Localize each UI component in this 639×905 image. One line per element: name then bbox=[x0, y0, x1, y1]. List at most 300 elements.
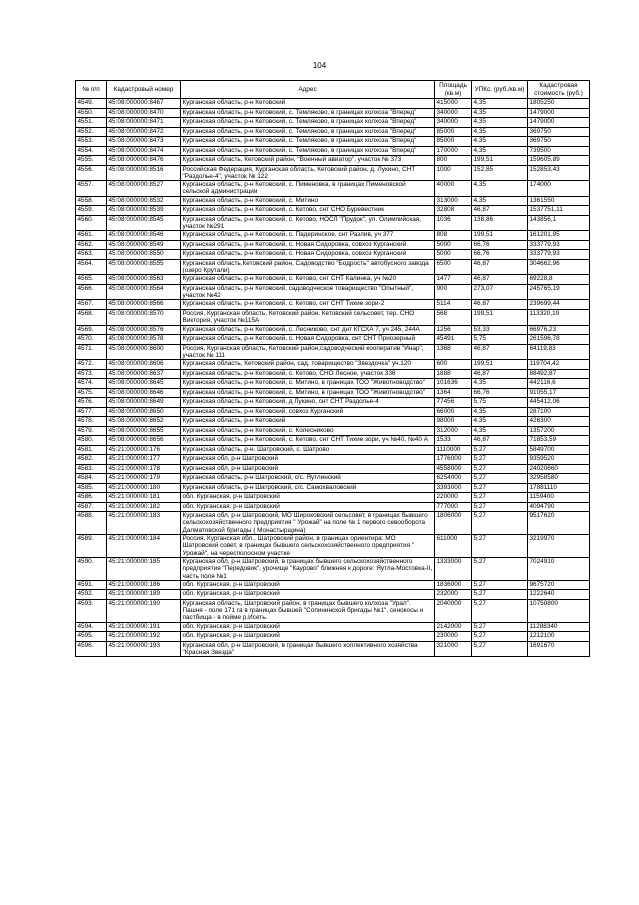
table-row bbox=[76, 535, 590, 558]
cell-cadastral-cost: 1222640 bbox=[528, 590, 590, 600]
cell-row-num: 4572. bbox=[76, 360, 107, 370]
cell-upks: 5,27 bbox=[472, 455, 528, 465]
cell-row-num: 4585. bbox=[76, 483, 107, 493]
header-num: № п/п bbox=[76, 81, 107, 99]
cell-cadastral-number: 45:21:000000:193 bbox=[107, 641, 181, 657]
header-address: Адрес bbox=[181, 81, 435, 99]
cell-address: Курганская область, р-н Шатровский, с/с. Яутлинский bbox=[181, 474, 435, 484]
cell-row-num: 4571. bbox=[76, 344, 107, 360]
cell-cadastral-number: 45:08:000000:8546 bbox=[107, 231, 181, 241]
cell-row-num: 4584. bbox=[76, 474, 107, 484]
cell-cadastral-cost: 88492,87 bbox=[528, 369, 590, 379]
cell-area: 1256 bbox=[435, 325, 472, 335]
cell-address: Курганская область, р-н. Шатровский, с. Шатрово bbox=[181, 445, 435, 455]
cell-cadastral-cost: 333779,93 bbox=[528, 250, 590, 260]
cell-address: Курганская область, р-н Кетовский, с. Колесниково bbox=[181, 426, 435, 436]
cell-upks: 5,27 bbox=[472, 493, 528, 503]
cell-cadastral-cost: 9359520 bbox=[528, 455, 590, 465]
cell-address: Курганская область, р-н Кетовский, с. Кетово, НОСЛ "Прудок", ул. Олимпийская, участок №291 bbox=[181, 215, 435, 231]
cell-row-num: 4551. bbox=[76, 118, 107, 128]
cell-cadastral-cost: 442116,6 bbox=[528, 379, 590, 389]
table-row bbox=[76, 474, 590, 484]
cell-upks: 46,87 bbox=[472, 259, 528, 275]
cell-cadastral-cost: 1479000 bbox=[528, 108, 590, 118]
cell-cadastral-number: 45:08:000000:8606 bbox=[107, 360, 181, 370]
cell-upks: 199,51 bbox=[472, 156, 528, 166]
cell-cadastral-cost: 4094790 bbox=[528, 502, 590, 512]
cell-cadastral-number: 45:21:000000:190 bbox=[107, 599, 181, 622]
cell-upks: 138,86 bbox=[472, 215, 528, 231]
cell-area: 170000 bbox=[435, 146, 472, 156]
cell-cadastral-cost: 1357200 bbox=[528, 426, 590, 436]
cell-address: Курганская область, р-н Кетовский, садоводческое товарищество "Опытный", участок №42 bbox=[181, 284, 435, 300]
cell-address: Курганская область, р-н Кетовский bbox=[181, 417, 435, 427]
cell-upks: 4,35 bbox=[472, 108, 528, 118]
cell-cadastral-number: 45:21:000000:177 bbox=[107, 455, 181, 465]
cell-cadastral-number: 45:08:000000:8555 bbox=[107, 259, 181, 275]
cell-area: 611000 bbox=[435, 535, 472, 558]
cell-cadastral-cost: 9517620 bbox=[528, 512, 590, 535]
cell-address: Курганская область, р-н Кетовский, с. Пименовка, в границах Пименовской сельской администрации bbox=[181, 181, 435, 197]
cell-cadastral-cost: 369750 bbox=[528, 127, 590, 137]
table-row bbox=[76, 557, 590, 580]
cell-upks: 5,27 bbox=[472, 445, 528, 455]
cell-row-num: 4569. bbox=[76, 325, 107, 335]
cell-cadastral-number: 45:21:000000:178 bbox=[107, 464, 181, 474]
cell-cadastral-number: 45:08:000000:8637 bbox=[107, 369, 181, 379]
cell-area: 340000 bbox=[435, 118, 472, 128]
cell-row-num: 4586. bbox=[76, 493, 107, 503]
cell-cadastral-number: 45:08:000000:8564 bbox=[107, 284, 181, 300]
cell-cadastral-number: 45:08:000000:8476 bbox=[107, 156, 181, 166]
cell-upks: 4,35 bbox=[472, 417, 528, 427]
cell-cadastral-number: 45:21:000000:183 bbox=[107, 512, 181, 535]
cell-cadastral-number: 45:21:000000:184 bbox=[107, 535, 181, 558]
cell-upks: 5,27 bbox=[472, 580, 528, 590]
table-row bbox=[76, 275, 590, 285]
cell-area: 800 bbox=[435, 156, 472, 166]
cell-upks: 5,27 bbox=[472, 483, 528, 493]
cell-cadastral-number: 45:08:000000:8545 bbox=[107, 215, 181, 231]
table-row bbox=[76, 379, 590, 389]
table-row bbox=[76, 284, 590, 300]
table-row bbox=[76, 369, 590, 379]
cell-upks: 5,27 bbox=[472, 535, 528, 558]
cell-upks: 199,51 bbox=[472, 360, 528, 370]
cell-row-num: 4593. bbox=[76, 599, 107, 622]
table-row bbox=[76, 344, 590, 360]
cell-cadastral-number: 45:21:000000:176 bbox=[107, 445, 181, 455]
cell-cadastral-cost: 64119,83 bbox=[528, 344, 590, 360]
table-row bbox=[76, 196, 590, 206]
table-row bbox=[76, 417, 590, 427]
cell-row-num: 4561. bbox=[76, 231, 107, 241]
cell-address: Курганская область, Шатровский район, в границах бывшего колхоза "Урал". Пашня - поле 171 га в границах бывшей "Сопининской бригады №1", сенокосы и пастбища - в пойме р.Исеть. bbox=[181, 599, 435, 622]
cell-address: Курганская область, р-н Кетовский, с. Новая Сидоровка, снт СНТ Приозерный bbox=[181, 335, 435, 345]
cell-cadastral-cost: 152853,43 bbox=[528, 165, 590, 181]
cell-row-num: 4564. bbox=[76, 259, 107, 275]
cell-address: Россия, Курганская область, Кетовский район, Кетовский сельсовет, тер. СНО Виктория, участок №115А bbox=[181, 309, 435, 325]
cell-cadastral-number: 45:21:000000:186 bbox=[107, 580, 181, 590]
cell-upks: 66,76 bbox=[472, 388, 528, 398]
table-row bbox=[76, 99, 590, 109]
cell-row-num: 4595. bbox=[76, 632, 107, 642]
table-row bbox=[76, 146, 590, 156]
cell-cadastral-cost: 69228,8 bbox=[528, 275, 590, 285]
cell-area: 1364 bbox=[435, 388, 472, 398]
cell-row-num: 4566. bbox=[76, 284, 107, 300]
cell-cadastral-number: 45:21:000000:182 bbox=[107, 502, 181, 512]
cell-address: Курганская обл, р-н Шатровский bbox=[181, 455, 435, 465]
cell-address: Россия, Курганская область, Кетовский район,садоводческий кооператив "Инар", участок № 111 bbox=[181, 344, 435, 360]
cell-cadastral-number: 45:08:000000:8566 bbox=[107, 300, 181, 310]
table-row bbox=[76, 137, 590, 147]
cell-row-num: 4579. bbox=[76, 426, 107, 436]
cell-address: обл. Курганская, р-н Шатровский bbox=[181, 493, 435, 503]
cell-cadastral-cost: 10750800 bbox=[528, 599, 590, 622]
cell-area: 600 bbox=[435, 360, 472, 370]
cell-area: 40000 bbox=[435, 181, 472, 197]
header-cadastral: Кадастровый номер bbox=[107, 81, 181, 99]
cell-cadastral-cost: 1361550 bbox=[528, 196, 590, 206]
cell-upks: 53,33 bbox=[472, 325, 528, 335]
table-row bbox=[76, 231, 590, 241]
cell-row-num: 4553. bbox=[76, 137, 107, 147]
cell-row-num: 4554. bbox=[76, 146, 107, 156]
cell-cadastral-number: 45:21:000000:181 bbox=[107, 493, 181, 503]
table-row bbox=[76, 325, 590, 335]
cell-address: Курганская область, р-н Кетовский, с. Митино bbox=[181, 196, 435, 206]
cell-cadastral-cost: 159605,89 bbox=[528, 156, 590, 166]
cell-row-num: 4588. bbox=[76, 512, 107, 535]
cell-cadastral-number: 45:08:000000:8600 bbox=[107, 344, 181, 360]
cell-cadastral-number: 45:08:000000:8474 bbox=[107, 146, 181, 156]
cell-upks: 4,35 bbox=[472, 137, 528, 147]
cell-cadastral-number: 45:08:000000:8570 bbox=[107, 309, 181, 325]
table-row bbox=[76, 512, 590, 535]
cell-upks: 46,87 bbox=[472, 344, 528, 360]
cell-area: 1888 bbox=[435, 369, 472, 379]
cell-upks: 5,27 bbox=[472, 557, 528, 580]
cell-cadastral-number: 45:08:000000:8655 bbox=[107, 426, 181, 436]
cell-cadastral-number: 45:08:000000:8471 bbox=[107, 118, 181, 128]
cell-cadastral-cost: 119704,42 bbox=[528, 360, 590, 370]
table-row bbox=[76, 580, 590, 590]
cell-cadastral-cost: 239699,44 bbox=[528, 300, 590, 310]
cell-cadastral-number: 45:08:000000:8467 bbox=[107, 99, 181, 109]
cell-cadastral-cost: 91055,17 bbox=[528, 388, 590, 398]
cell-upks: 4,35 bbox=[472, 127, 528, 137]
cell-upks: 5,27 bbox=[472, 474, 528, 484]
cell-cadastral-number: 45:21:000000:191 bbox=[107, 622, 181, 632]
header-cost: Кадастровая стоимость (руб.) bbox=[528, 81, 590, 99]
cell-cadastral-cost: 1691670 bbox=[528, 641, 590, 657]
table-row bbox=[76, 641, 590, 657]
table-row bbox=[76, 445, 590, 455]
cell-row-num: 4577. bbox=[76, 407, 107, 417]
cell-address: Российская Федерация, Курганская область, Кетовский район, д. Лукино, СНТ "Раздолье-4", участок № 122 bbox=[181, 165, 435, 181]
cell-cadastral-cost: 143856,1 bbox=[528, 215, 590, 231]
cell-cadastral-cost: 24020660 bbox=[528, 464, 590, 474]
table-row bbox=[76, 108, 590, 118]
cell-address: Курганская область, р-н Кетовский, с. Темляково, в границах колхоза "Вперед" bbox=[181, 137, 435, 147]
cell-row-num: 4581. bbox=[76, 445, 107, 455]
cell-address: Курганская обл, р-н Шатровский, в границах бывшего коллективного хозяйства "Красная Звезда" bbox=[181, 641, 435, 657]
cell-cadastral-number: 45:08:000000:8470 bbox=[107, 108, 181, 118]
cell-area: 66000 bbox=[435, 407, 472, 417]
cell-upks: 4,35 bbox=[472, 146, 528, 156]
cell-address: Курганская область,Кетовский район, Садоводство "Бодрость" автобусного завода (озеро Крутали) bbox=[181, 259, 435, 275]
cell-cadastral-cost: 261596,78 bbox=[528, 335, 590, 345]
cell-address: Курганская область, р-н Кетовский, с. Кетово, снт СНТ Калинка, уч №20 bbox=[181, 275, 435, 285]
cell-area: 1477 bbox=[435, 275, 472, 285]
cell-upks: 4,35 bbox=[472, 407, 528, 417]
cell-upks: 46,87 bbox=[472, 436, 528, 446]
cell-area: 232000 bbox=[435, 590, 472, 600]
cell-upks: 199,51 bbox=[472, 231, 528, 241]
cell-row-num: 4596. bbox=[76, 641, 107, 657]
cell-cadastral-number: 45:08:000000:8650 bbox=[107, 407, 181, 417]
cell-address: Курганская область, р-н Кетовский, с. Темляково, в границах колхоза "Вперед" bbox=[181, 108, 435, 118]
cell-cadastral-cost: 5849700 bbox=[528, 445, 590, 455]
cell-upks: 46,87 bbox=[472, 275, 528, 285]
cell-row-num: 4568. bbox=[76, 309, 107, 325]
table-row bbox=[76, 335, 590, 345]
table-row bbox=[76, 181, 590, 197]
header-row bbox=[76, 81, 590, 99]
cell-cadastral-cost: 445412,06 bbox=[528, 398, 590, 408]
cell-cadastral-cost: 245765,19 bbox=[528, 284, 590, 300]
cell-cadastral-number: 45:08:000000:8472 bbox=[107, 127, 181, 137]
table-row bbox=[76, 493, 590, 503]
cell-area: 313000 bbox=[435, 196, 472, 206]
cell-cadastral-number: 45:21:000000:189 bbox=[107, 590, 181, 600]
cell-cadastral-cost: 1212100 bbox=[528, 632, 590, 642]
cell-row-num: 4565. bbox=[76, 275, 107, 285]
table-row bbox=[76, 599, 590, 622]
cell-cadastral-number: 45:21:000000:185 bbox=[107, 557, 181, 580]
table-row bbox=[76, 127, 590, 137]
cell-area: 220000 bbox=[435, 493, 472, 503]
cell-upks: 66,76 bbox=[472, 250, 528, 260]
cell-cadastral-number: 45:21:000000:192 bbox=[107, 632, 181, 642]
table-row bbox=[76, 259, 590, 275]
cell-row-num: 4582. bbox=[76, 455, 107, 465]
page-number: 104 bbox=[312, 61, 327, 70]
cell-cadastral-number: 45:08:000000:8646 bbox=[107, 388, 181, 398]
cell-upks: 5,27 bbox=[472, 502, 528, 512]
cell-row-num: 4558. bbox=[76, 196, 107, 206]
cell-upks: 152,85 bbox=[472, 165, 528, 181]
cell-address: обл. Курганская, р-н Шатровский bbox=[181, 590, 435, 600]
table-row bbox=[76, 622, 590, 632]
cell-cadastral-number: 45:08:000000:8539 bbox=[107, 206, 181, 216]
table-row bbox=[76, 502, 590, 512]
cell-upks: 4,35 bbox=[472, 181, 528, 197]
cell-row-num: 4550. bbox=[76, 108, 107, 118]
cell-row-num: 4567. bbox=[76, 300, 107, 310]
cell-address: Курганская область, р-н Кетовский, с. Темляково, в границах колхоза "Вперед" bbox=[181, 146, 435, 156]
cell-area: 1036 bbox=[435, 215, 472, 231]
cell-upks: 5,27 bbox=[472, 622, 528, 632]
cell-cadastral-number: 45:08:000000:8563 bbox=[107, 275, 181, 285]
cell-cadastral-cost: 3219970 bbox=[528, 535, 590, 558]
cell-address: Россия, Курганская обл., Шатровский район, в границах ориентира: МО Шатровский совет, в границах бывшего сельскохозяйственного предприятия " Урожай", на чересполосном участке bbox=[181, 535, 435, 558]
cell-address: Курганская область, р-н Кетовский, с. Митино, в границах ТОО "Животноводство" bbox=[181, 388, 435, 398]
cell-area: 900 bbox=[435, 284, 472, 300]
cell-cadastral-number: 45:08:000000:8549 bbox=[107, 240, 181, 250]
cell-cadastral-cost: 32958580 bbox=[528, 474, 590, 484]
cell-area: 6254000 bbox=[435, 474, 472, 484]
cell-cadastral-cost: 7024910 bbox=[528, 557, 590, 580]
table-row bbox=[76, 398, 590, 408]
cell-address: Курганская область, р-н Кетовский, с. Кетово, снт СНО Буревестник bbox=[181, 206, 435, 216]
table-row bbox=[76, 455, 590, 465]
cell-area: 2040000 bbox=[435, 599, 472, 622]
cell-cadastral-cost: 1159400 bbox=[528, 493, 590, 503]
cell-upks: 4,35 bbox=[472, 379, 528, 389]
cell-address: Курганская область, р-н Шатровский, с/с. Самохваловский bbox=[181, 483, 435, 493]
cell-address: Курганская область, р-н Кетовский, с. Темляково, в границах колхоза "Вперед" bbox=[181, 118, 435, 128]
cell-upks: 4,35 bbox=[472, 196, 528, 206]
cell-upks: 46,87 bbox=[472, 300, 528, 310]
cell-area: 2142000 bbox=[435, 622, 472, 632]
cell-upks: 4,35 bbox=[472, 118, 528, 128]
cell-row-num: 4559. bbox=[76, 206, 107, 216]
cell-cadastral-number: 45:08:000000:8649 bbox=[107, 398, 181, 408]
cell-area: 1000 bbox=[435, 165, 472, 181]
cell-address: Курганская область, р-н Кетовский, с. Падеринское, снт Разлив, уч 377 bbox=[181, 231, 435, 241]
cell-area: 1836000 bbox=[435, 580, 472, 590]
cell-area: 340000 bbox=[435, 108, 472, 118]
table-row bbox=[76, 407, 590, 417]
cell-address: Курганская обл, р-н Шатровский bbox=[181, 464, 435, 474]
table-row bbox=[76, 483, 590, 493]
cell-row-num: 4575. bbox=[76, 388, 107, 398]
table-row bbox=[76, 118, 590, 128]
cell-address: Курганская область, р-н Кетовский, совхоз Курганский bbox=[181, 407, 435, 417]
cell-cadastral-cost: 113320,19 bbox=[528, 309, 590, 325]
cell-upks: 4,35 bbox=[472, 426, 528, 436]
cell-area: 77456 bbox=[435, 398, 472, 408]
table-row bbox=[76, 360, 590, 370]
cell-address: Курганская область, р-н Кетовский, с. Темляково, в границах колхоза "Вперед" bbox=[181, 127, 435, 137]
cell-area: 230000 bbox=[435, 632, 472, 642]
cell-row-num: 4587. bbox=[76, 502, 107, 512]
cell-area: 85000 bbox=[435, 137, 472, 147]
table-row bbox=[76, 464, 590, 474]
cell-cadastral-cost: 1805250 bbox=[528, 99, 590, 109]
cell-row-num: 4590. bbox=[76, 557, 107, 580]
cell-area: 1368 bbox=[435, 344, 472, 360]
cell-address: обл. Курганская, р-н Шатровский bbox=[181, 622, 435, 632]
cell-row-num: 4589. bbox=[76, 535, 107, 558]
cell-cadastral-cost: 17881110 bbox=[528, 483, 590, 493]
cell-row-num: 4557. bbox=[76, 181, 107, 197]
cell-upks: 5,27 bbox=[472, 641, 528, 657]
cell-area: 6500 bbox=[435, 259, 472, 275]
cell-row-num: 4583. bbox=[76, 464, 107, 474]
table-row bbox=[76, 206, 590, 216]
table-header bbox=[76, 81, 590, 99]
cell-upks: 5,27 bbox=[472, 632, 528, 642]
cell-cadastral-number: 45:08:000000:8532 bbox=[107, 196, 181, 206]
cell-area: 5114 bbox=[435, 300, 472, 310]
cell-upks: 46,87 bbox=[472, 206, 528, 216]
cadastral-table bbox=[75, 80, 590, 657]
cell-upks: 5,27 bbox=[472, 512, 528, 535]
table-row bbox=[76, 388, 590, 398]
cell-area: 1110000 bbox=[435, 445, 472, 455]
table-row bbox=[76, 300, 590, 310]
cell-row-num: 4592. bbox=[76, 590, 107, 600]
cell-area: 415000 bbox=[435, 99, 472, 109]
table-row bbox=[76, 590, 590, 600]
cell-area: 568 bbox=[435, 309, 472, 325]
table-row bbox=[76, 309, 590, 325]
cell-cadastral-number: 45:08:000000:8578 bbox=[107, 335, 181, 345]
cell-cadastral-cost: 161201,95 bbox=[528, 231, 590, 241]
cell-cadastral-cost: 333779,93 bbox=[528, 240, 590, 250]
cell-address: Курганская область, р-н Кетовский, с. Новая Сидоровка, совхоз Курганский bbox=[181, 240, 435, 250]
cell-cadastral-number: 45:21:000000:180 bbox=[107, 483, 181, 493]
cell-address: Курганская область, Кетовский район, "Военный авиатор", участок № 373 bbox=[181, 156, 435, 166]
cell-cadastral-cost: 1537751,11 bbox=[528, 206, 590, 216]
cell-area: 3393000 bbox=[435, 483, 472, 493]
cell-cadastral-number: 45:08:000000:8576 bbox=[107, 325, 181, 335]
cell-address: Курганская область, р-н Кетовский, д Лукино, снт СНТ Раздолье-4 bbox=[181, 398, 435, 408]
cell-row-num: 4563. bbox=[76, 250, 107, 260]
cell-address: обл. Курганская, р-н Шатровский bbox=[181, 580, 435, 590]
cell-address: Курганская область, р-н Кетовский, с. Кетово, СНО Лесное, участок 336 bbox=[181, 369, 435, 379]
cell-row-num: 4591. bbox=[76, 580, 107, 590]
cell-area: 32808 bbox=[435, 206, 472, 216]
cell-cadastral-cost: 739500 bbox=[528, 146, 590, 156]
cell-area: 1533 bbox=[435, 436, 472, 446]
cell-row-num: 4560. bbox=[76, 215, 107, 231]
table-row bbox=[76, 165, 590, 181]
cell-address: обл. Курганская, р-н Шатровский bbox=[181, 502, 435, 512]
cell-row-num: 4594. bbox=[76, 622, 107, 632]
cell-cadastral-number: 45:08:000000:8473 bbox=[107, 137, 181, 147]
cell-address: Курганская обл, р-н Шатровский, МО Широковский сельсовет, в границах бывшего сельскохозяйственного предприятия " Урожай" на поле № 1 первого севооборота Далматовской бригады ( Монастырщина) bbox=[181, 512, 435, 535]
cell-area: 312000 bbox=[435, 426, 472, 436]
cell-address: Курганская область, р-н Кетовский, с. Митино, в границах ТОО "Животноводство" bbox=[181, 379, 435, 389]
cell-cadastral-cost: 287100 bbox=[528, 407, 590, 417]
cell-cadastral-number: 45:08:000000:8652 bbox=[107, 417, 181, 427]
cell-cadastral-cost: 9675720 bbox=[528, 580, 590, 590]
cell-cadastral-cost: 71853,59 bbox=[528, 436, 590, 446]
cell-address: Курганская область, р-н Кетовский, с. Лесниково, снт днт КГСХА 7, уч 245, 244А bbox=[181, 325, 435, 335]
cell-cadastral-cost: 369750 bbox=[528, 137, 590, 147]
cell-row-num: 4562. bbox=[76, 240, 107, 250]
header-upks: УПКс. (руб./кв.м) bbox=[472, 81, 528, 99]
cell-cadastral-cost: 304662,96 bbox=[528, 259, 590, 275]
cell-row-num: 4580. bbox=[76, 436, 107, 446]
cell-address: Курганская область, р-н Кетовский, с. Кетово, снт СНТ Тихие зори, уч №40, №40 А bbox=[181, 436, 435, 446]
cell-address: Курганская обл, р-н Шатровский, в границах бывшего сельскохозяйственного предприятия "Передовик", урочище "Каурово" ближняя к дороге: Яутла-Мостовка-II, часть поля №1 bbox=[181, 557, 435, 580]
cell-row-num: 4573. bbox=[76, 369, 107, 379]
cell-row-num: 4552. bbox=[76, 127, 107, 137]
cell-upks: 5,75 bbox=[472, 335, 528, 345]
table-row bbox=[76, 632, 590, 642]
cell-row-num: 4549. bbox=[76, 99, 107, 109]
cell-address: Курганская область, Кетовский район, сад. товарищество "Звездочка" уч.120 bbox=[181, 360, 435, 370]
table-body bbox=[76, 99, 590, 657]
cell-cadastral-number: 45:08:000000:8550 bbox=[107, 250, 181, 260]
cell-area: 321000 bbox=[435, 641, 472, 657]
cell-area: 1333000 bbox=[435, 557, 472, 580]
